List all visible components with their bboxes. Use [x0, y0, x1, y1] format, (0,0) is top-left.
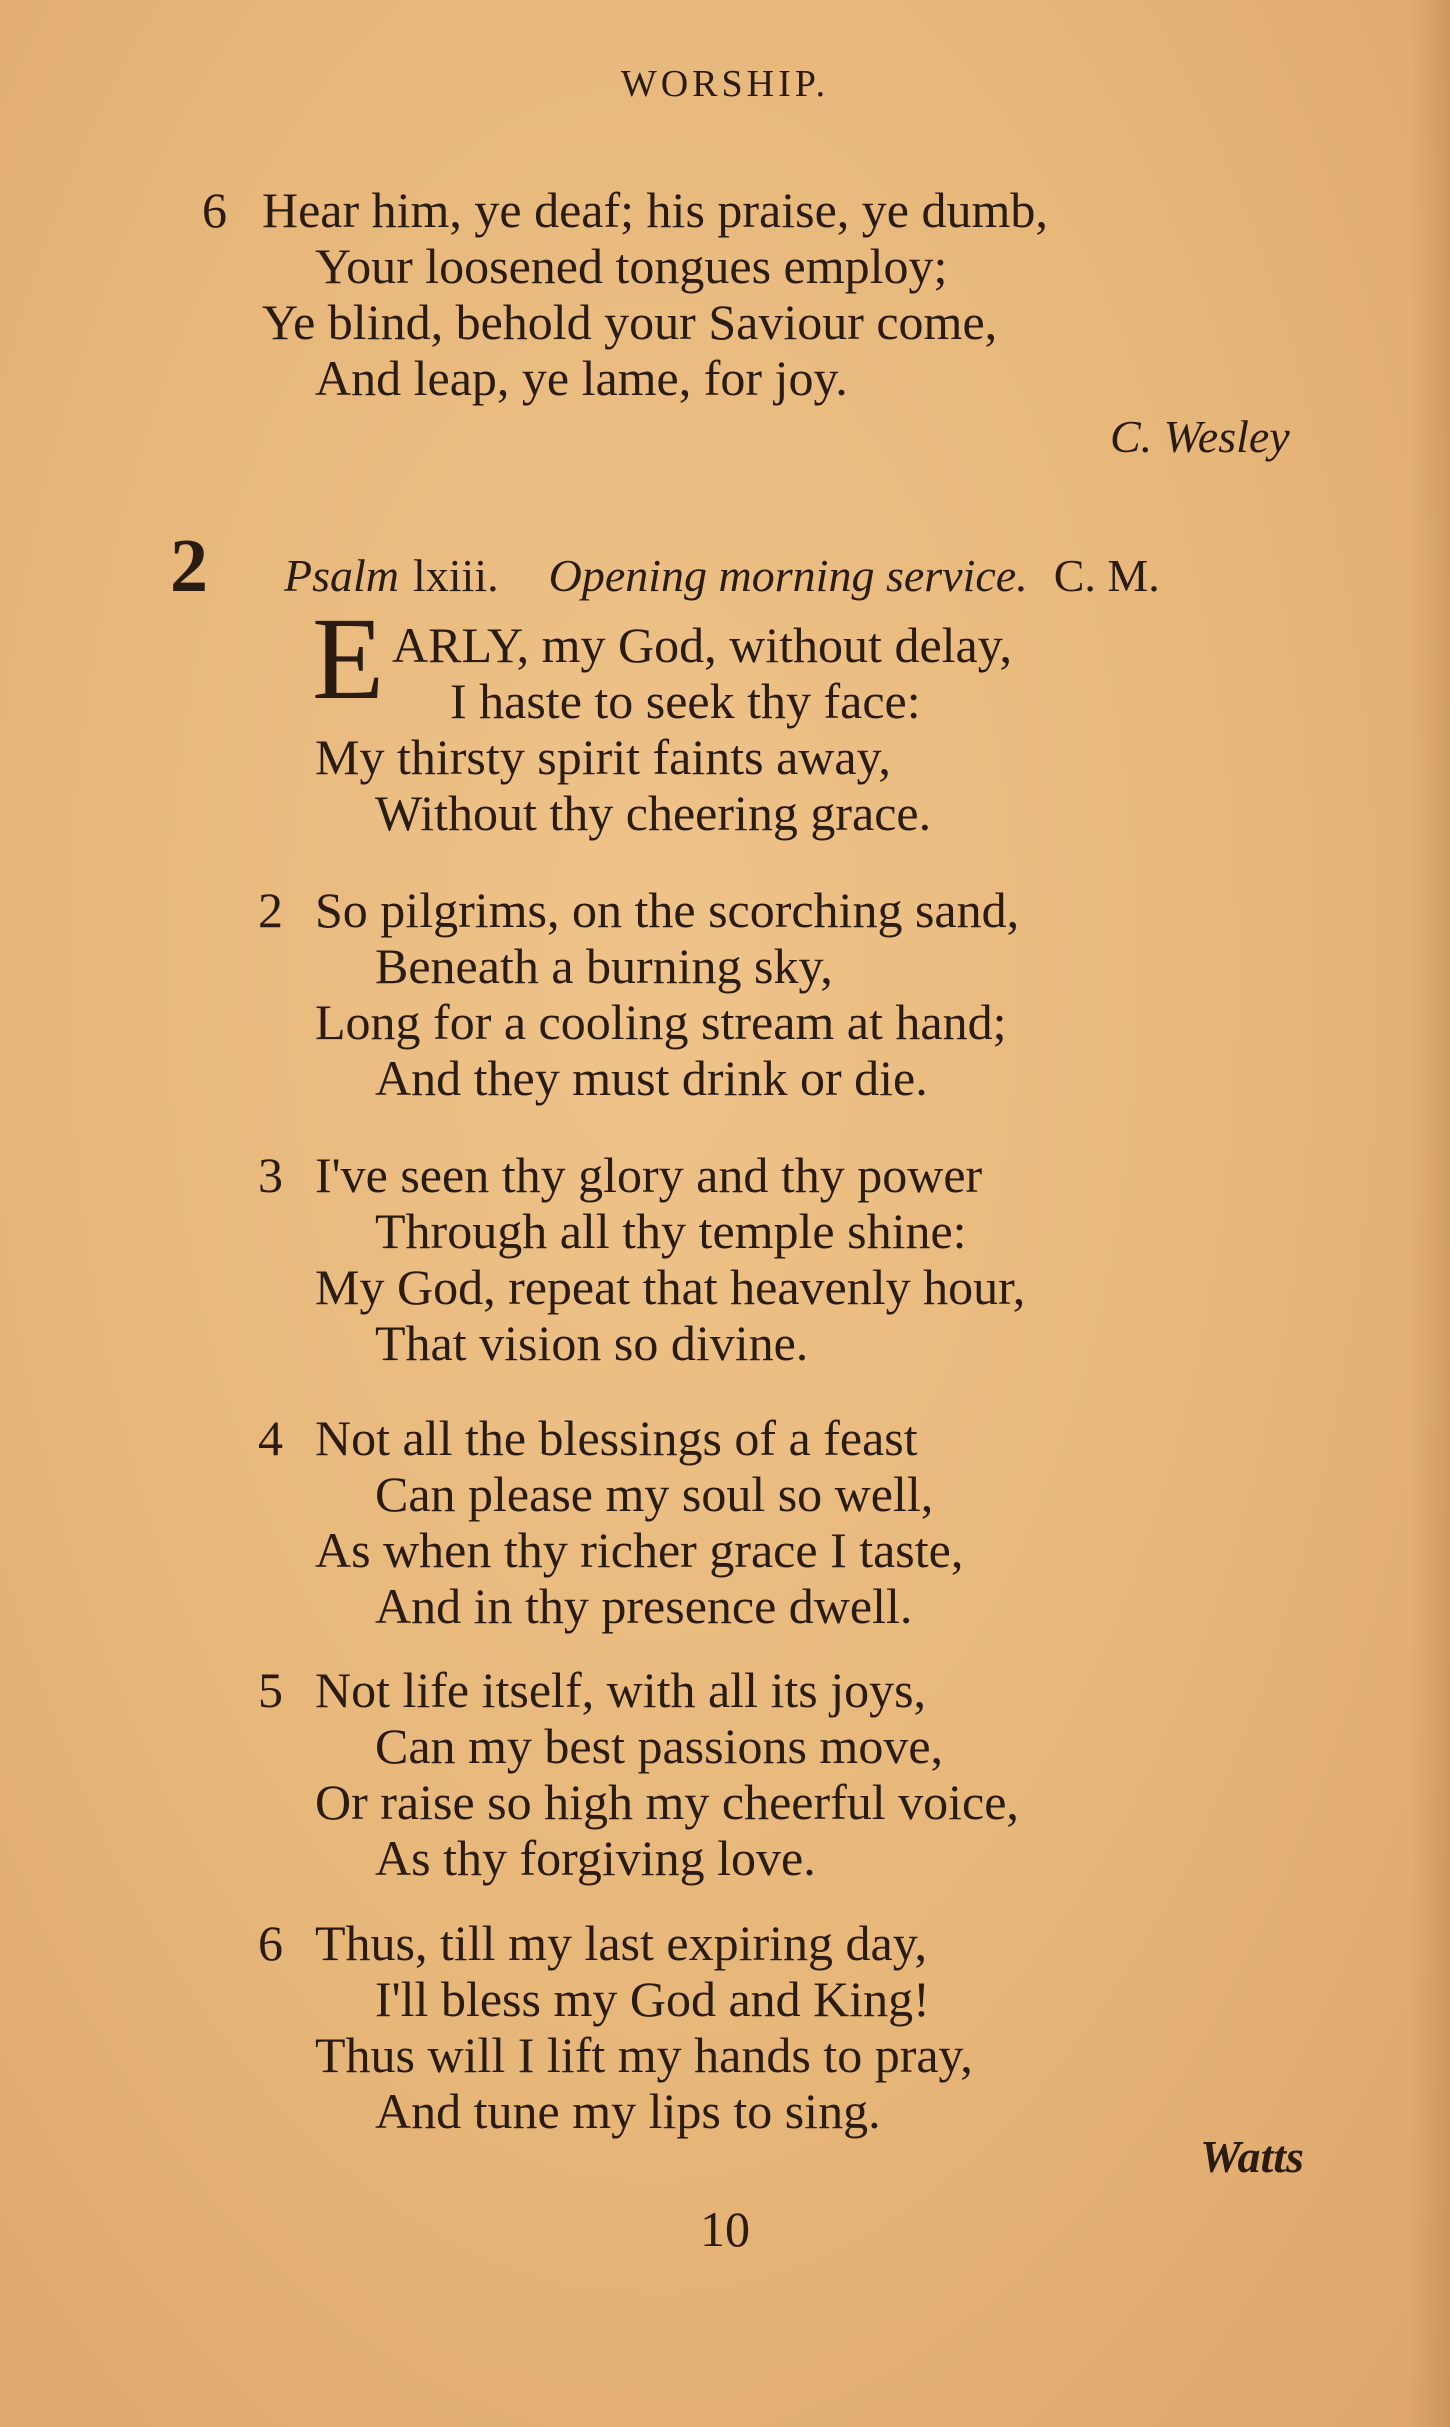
stanza-6-line-4: And tune my lips to sing.: [375, 2083, 881, 2139]
stanza-1-line-4: Without thy cheering grace.: [375, 785, 932, 841]
stanza-3-number: 3: [258, 1147, 283, 1203]
stanza-6-number: 6: [258, 1915, 283, 1971]
stanza-3-line-3: My God, repeat that heavenly hour,: [315, 1259, 1026, 1315]
prev-line-2: Your loosened tongues employ;: [315, 238, 948, 294]
stanza-1-line-2: I haste to seek thy face:: [450, 673, 921, 729]
stanza-5-line-4: As thy forgiving love.: [375, 1830, 816, 1886]
stanza-6-line-3: Thus will I lift my hands to pray,: [315, 2027, 973, 2083]
stanza-4-line-4: And in thy presence dwell.: [375, 1578, 913, 1634]
stanza-2-line-3: Long for a cooling stream at hand;: [315, 994, 1007, 1050]
page-edge-shadow: [1410, 0, 1450, 2427]
hymn-meter: C. M.: [1053, 550, 1160, 601]
stanza-5-number: 5: [258, 1662, 283, 1718]
psalm-label: Psalm: [284, 550, 399, 601]
stanza-4-line-2: Can please my soul so well,: [375, 1466, 934, 1522]
hymn-occasion: Opening morning service.: [548, 550, 1028, 601]
hymn-attribution: Watts: [1200, 2131, 1304, 2182]
stanza-2-line-2: Beneath a burning sky,: [375, 938, 833, 994]
running-head: WORSHIP.: [620, 63, 830, 105]
page-number: 10: [700, 2201, 750, 2257]
prev-line-4: And leap, ye lame, for joy.: [315, 350, 848, 406]
hymn-number: 2: [170, 524, 208, 608]
stanza-2-line-4: And they must drink or die.: [375, 1050, 928, 1106]
stanza-1-line-3: My thirsty spirit faints away,: [315, 729, 891, 785]
stanza-4-number: 4: [258, 1410, 283, 1466]
stanza-2-number: 2: [258, 882, 283, 938]
stanza-4-line-3: As when thy richer grace I taste,: [315, 1522, 964, 1578]
stanza-4-line-1: Not all the blessings of a feast: [315, 1410, 918, 1466]
prev-attribution: C. Wesley: [1110, 411, 1290, 462]
stanza-3-line-1: I've seen thy glory and thy power: [315, 1147, 983, 1203]
drop-cap: E: [312, 593, 385, 724]
psalm-number: lxiii.: [413, 550, 499, 601]
prev-stanza-number: 6: [202, 182, 227, 238]
stanza-5-line-2: Can my best passions move,: [375, 1718, 944, 1774]
stanza-3-line-4: That vision so divine.: [375, 1315, 809, 1371]
stanza-6-line-2: I'll bless my God and King!: [375, 1971, 930, 2027]
stanza-3-line-2: Through all thy temple shine:: [375, 1203, 967, 1259]
stanza-5-line-3: Or raise so high my cheerful voice,: [315, 1774, 1019, 1830]
stanza-6-line-1: Thus, till my last expiring day,: [315, 1915, 927, 1971]
prev-line-3: Ye blind, behold your Saviour come,: [262, 294, 998, 350]
stanza-5-line-1: Not life itself, with all its joys,: [315, 1662, 927, 1718]
prev-line-1: Hear him, ye deaf; his praise, ye dumb,: [262, 182, 1048, 238]
stanza-2-line-1: So pilgrims, on the scorching sand,: [315, 882, 1020, 938]
stanza-1-line-1: ARLY, my God, without delay,: [392, 617, 1012, 673]
